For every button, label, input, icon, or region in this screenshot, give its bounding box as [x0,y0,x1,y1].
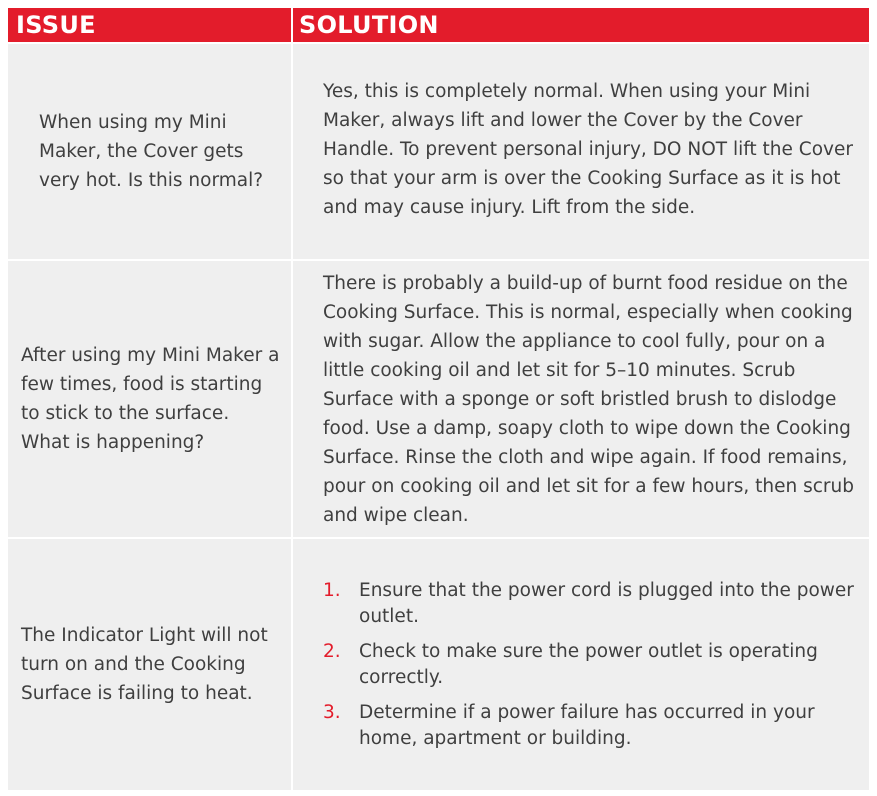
solution-cell [293,44,869,259]
solution-cell [293,539,869,790]
issue-cell [8,261,291,537]
issue-text: The Indicator Light will not turn on and the Cooking Surface is failing to heat. [21,625,268,704]
troubleshooting-table [8,8,869,790]
table-row [8,261,869,537]
solution-cell [293,261,869,537]
solution-text: Yes, this is completely normal. When using your Mini Maker, always lift and lower the Cover by the Cover Handle. To prevent personal injury, DO NOT lift the Cover so that your arm is over the Cooking Surface as it is hot and may cause injury. Lift from the side. [323,81,853,218]
table-row [8,539,869,790]
list-item [323,639,859,691]
issue-text: When using my Mini Maker, the Cover gets very hot. Is this normal? [39,112,264,191]
issue-cell [8,539,291,790]
issue-text: After using my Mini Maker a few times, food is starting to stick to the surface. What is happening? [21,345,280,453]
step-text: Ensure that the power cord is plugged into the power outlet. [359,579,854,627]
step-number: 1. [323,579,341,601]
step-number: 2. [323,640,341,662]
step-text: Check to make sure the power outlet is operating correctly. [359,640,818,688]
step-number: 3. [323,701,341,723]
list-item [323,700,859,752]
table-header [8,8,869,42]
issue-column-header: ISSUE [8,8,291,42]
issue-cell [8,44,291,259]
step-text: Determine if a power failure has occurred in your home, apartment or building. [359,701,815,749]
list-item [323,578,859,630]
solution-column-header: SOLUTION [293,8,869,42]
solution-steps-list [323,578,859,752]
solution-text: There is probably a build-up of burnt food residue on the Cooking Surface. This is normal, especially when cooking with sugar. Allow the appliance to cool fully, pour on a little cooking oil and let sit for 5–10 minutes. Scrub Surface with a sponge or soft bristled brush to dislodge food. Use a damp, soapy cloth to wipe down the Cooking Surface. Rinse the cloth and wipe again. If food remains, pour on cooking oil and let sit for a few hours, then scrub and wipe clean. [323,272,855,526]
table-row [8,44,869,259]
